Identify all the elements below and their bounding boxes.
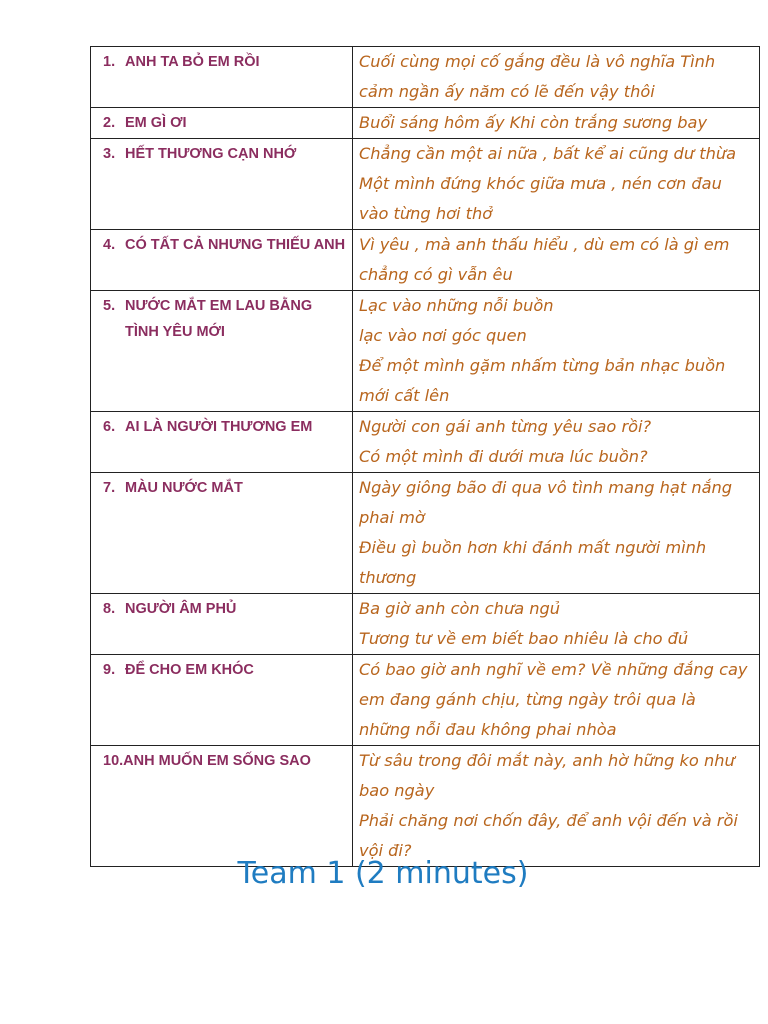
lyric-line: Có một mình đi dưới mưa lúc buồn? (359, 447, 648, 466)
song-title-text: MÀU NƯỚC MẮT (125, 480, 243, 496)
song-number: 5. (103, 298, 116, 314)
song-title (103, 110, 348, 136)
song-title (103, 49, 348, 75)
lyric-line: Người con gái anh từng yêu sao rồi? (359, 417, 652, 436)
song-row (91, 108, 760, 139)
song-number: 9. (103, 662, 116, 678)
song-title-text: NƯỚC MẮT EM LAU BẰNG TÌNH YÊU MỚI (125, 298, 313, 340)
song-lyrics-cell (353, 746, 760, 867)
lyric-line: Một mình đứng khóc giữa mưa , nén cơn đau vào từng hơi thở (359, 174, 722, 223)
song-title-text: ANH MUỐN EM SỐNG SAO (123, 753, 311, 769)
song-table-body (91, 47, 760, 867)
song-title-cell (91, 230, 353, 291)
song-title (103, 414, 348, 440)
song-table (90, 46, 760, 867)
lyric-line: Cuối cùng mọi cố gắng đều là vô nghĩa Tình cảm ngần ấy năm có lẽ đến vậy thôi (359, 52, 716, 101)
song-row (91, 594, 760, 655)
lyric-line: Lạc vào những nỗi buồn (359, 296, 554, 315)
song-title-cell (91, 746, 353, 867)
lyric-line: Từ sâu trong đôi mắt này, anh hờ hững ko như bao ngày (359, 751, 735, 800)
lyric-line: lạc vào nơi góc quen (359, 326, 527, 345)
song-title-text: HẾT THƯƠNG CẠN NHỚ (125, 146, 297, 162)
song-lyrics-cell (353, 47, 760, 108)
song-lyrics-cell (353, 230, 760, 291)
lyric-line: Điều gì buồn hơn khi đánh mất người mình thương (359, 538, 707, 587)
song-title (103, 748, 348, 774)
song-title-cell (91, 139, 353, 230)
song-title-cell (91, 594, 353, 655)
song-title-cell (91, 412, 353, 473)
lyric-line: Ba giờ anh còn chưa ngủ (359, 599, 561, 618)
song-title-text: CÓ TẤT CẢ NHƯNG THIẾU ANH (125, 237, 346, 253)
song-title-cell (91, 655, 353, 746)
lyric-line: Chẳng cần một ai nữa , bất kể ai cũng dư thừa (359, 144, 737, 163)
song-lyrics-cell (353, 655, 760, 746)
song-number: 7. (103, 480, 116, 496)
song-row (91, 230, 760, 291)
song-lyrics-cell (353, 412, 760, 473)
song-title (103, 475, 348, 501)
team-label (0, 856, 768, 891)
song-row (91, 473, 760, 594)
song-number: 1. (103, 54, 116, 70)
song-title (103, 657, 348, 683)
song-lyrics-cell (353, 139, 760, 230)
song-title (103, 141, 348, 167)
song-lyrics-cell (353, 594, 760, 655)
song-row (91, 746, 760, 867)
song-title-cell (91, 108, 353, 139)
song-row (91, 139, 760, 230)
song-title-text: NGƯỜI ÂM PHỦ (125, 601, 237, 617)
song-row (91, 47, 760, 108)
song-row (91, 291, 760, 412)
lyric-line: Tương tư về em biết bao nhiêu là cho đủ (359, 629, 689, 648)
song-title (103, 596, 348, 622)
song-number: 3. (103, 146, 116, 162)
lyric-line: Có bao giờ anh nghĩ về em? Về những đắng cay em đang gánh chịu, từng ngày trôi qua là những nỗi đau không phai nhòa (359, 660, 748, 739)
song-title-cell (91, 47, 353, 108)
lyric-line: Phải chăng nơi chốn đây, để anh vội đến và rồi vội đi? (359, 811, 738, 860)
song-lyrics-cell (353, 108, 760, 139)
song-title-text: ANH TA BỎ EM RỒI (125, 54, 260, 70)
lyric-line: Buổi sáng hôm ấy Khi còn trắng sương bay (359, 113, 708, 132)
lyric-line: Để một mình gặm nhấm từng bản nhạc buồn mới cất lên (359, 356, 726, 405)
song-title (103, 232, 348, 258)
lyric-line: Vì yêu , mà anh thấu hiểu , dù em có là gì em chẳng có gì vẫn êu (359, 235, 730, 284)
song-number: 4. (103, 237, 116, 253)
song-title-cell (91, 291, 353, 412)
song-title-text: ĐỂ CHO EM KHÓC (125, 662, 254, 678)
song-title (103, 293, 348, 345)
song-number: 10. (103, 753, 124, 769)
song-lyrics-cell (353, 291, 760, 412)
song-number: 2. (103, 115, 116, 131)
team-label-text: Team 1 (2 minutes) (237, 856, 529, 891)
song-row (91, 655, 760, 746)
song-title-text: EM GÌ ƠI (125, 115, 187, 131)
song-number: 6. (103, 419, 116, 435)
lyric-line: Ngày giông bão đi qua vô tình mang hạt nắng phai mờ (359, 478, 733, 527)
song-lyrics-cell (353, 473, 760, 594)
song-number: 8. (103, 601, 116, 617)
song-title-text: AI LÀ NGƯỜI THƯƠNG EM (125, 419, 313, 435)
song-title-cell (91, 473, 353, 594)
song-row (91, 412, 760, 473)
